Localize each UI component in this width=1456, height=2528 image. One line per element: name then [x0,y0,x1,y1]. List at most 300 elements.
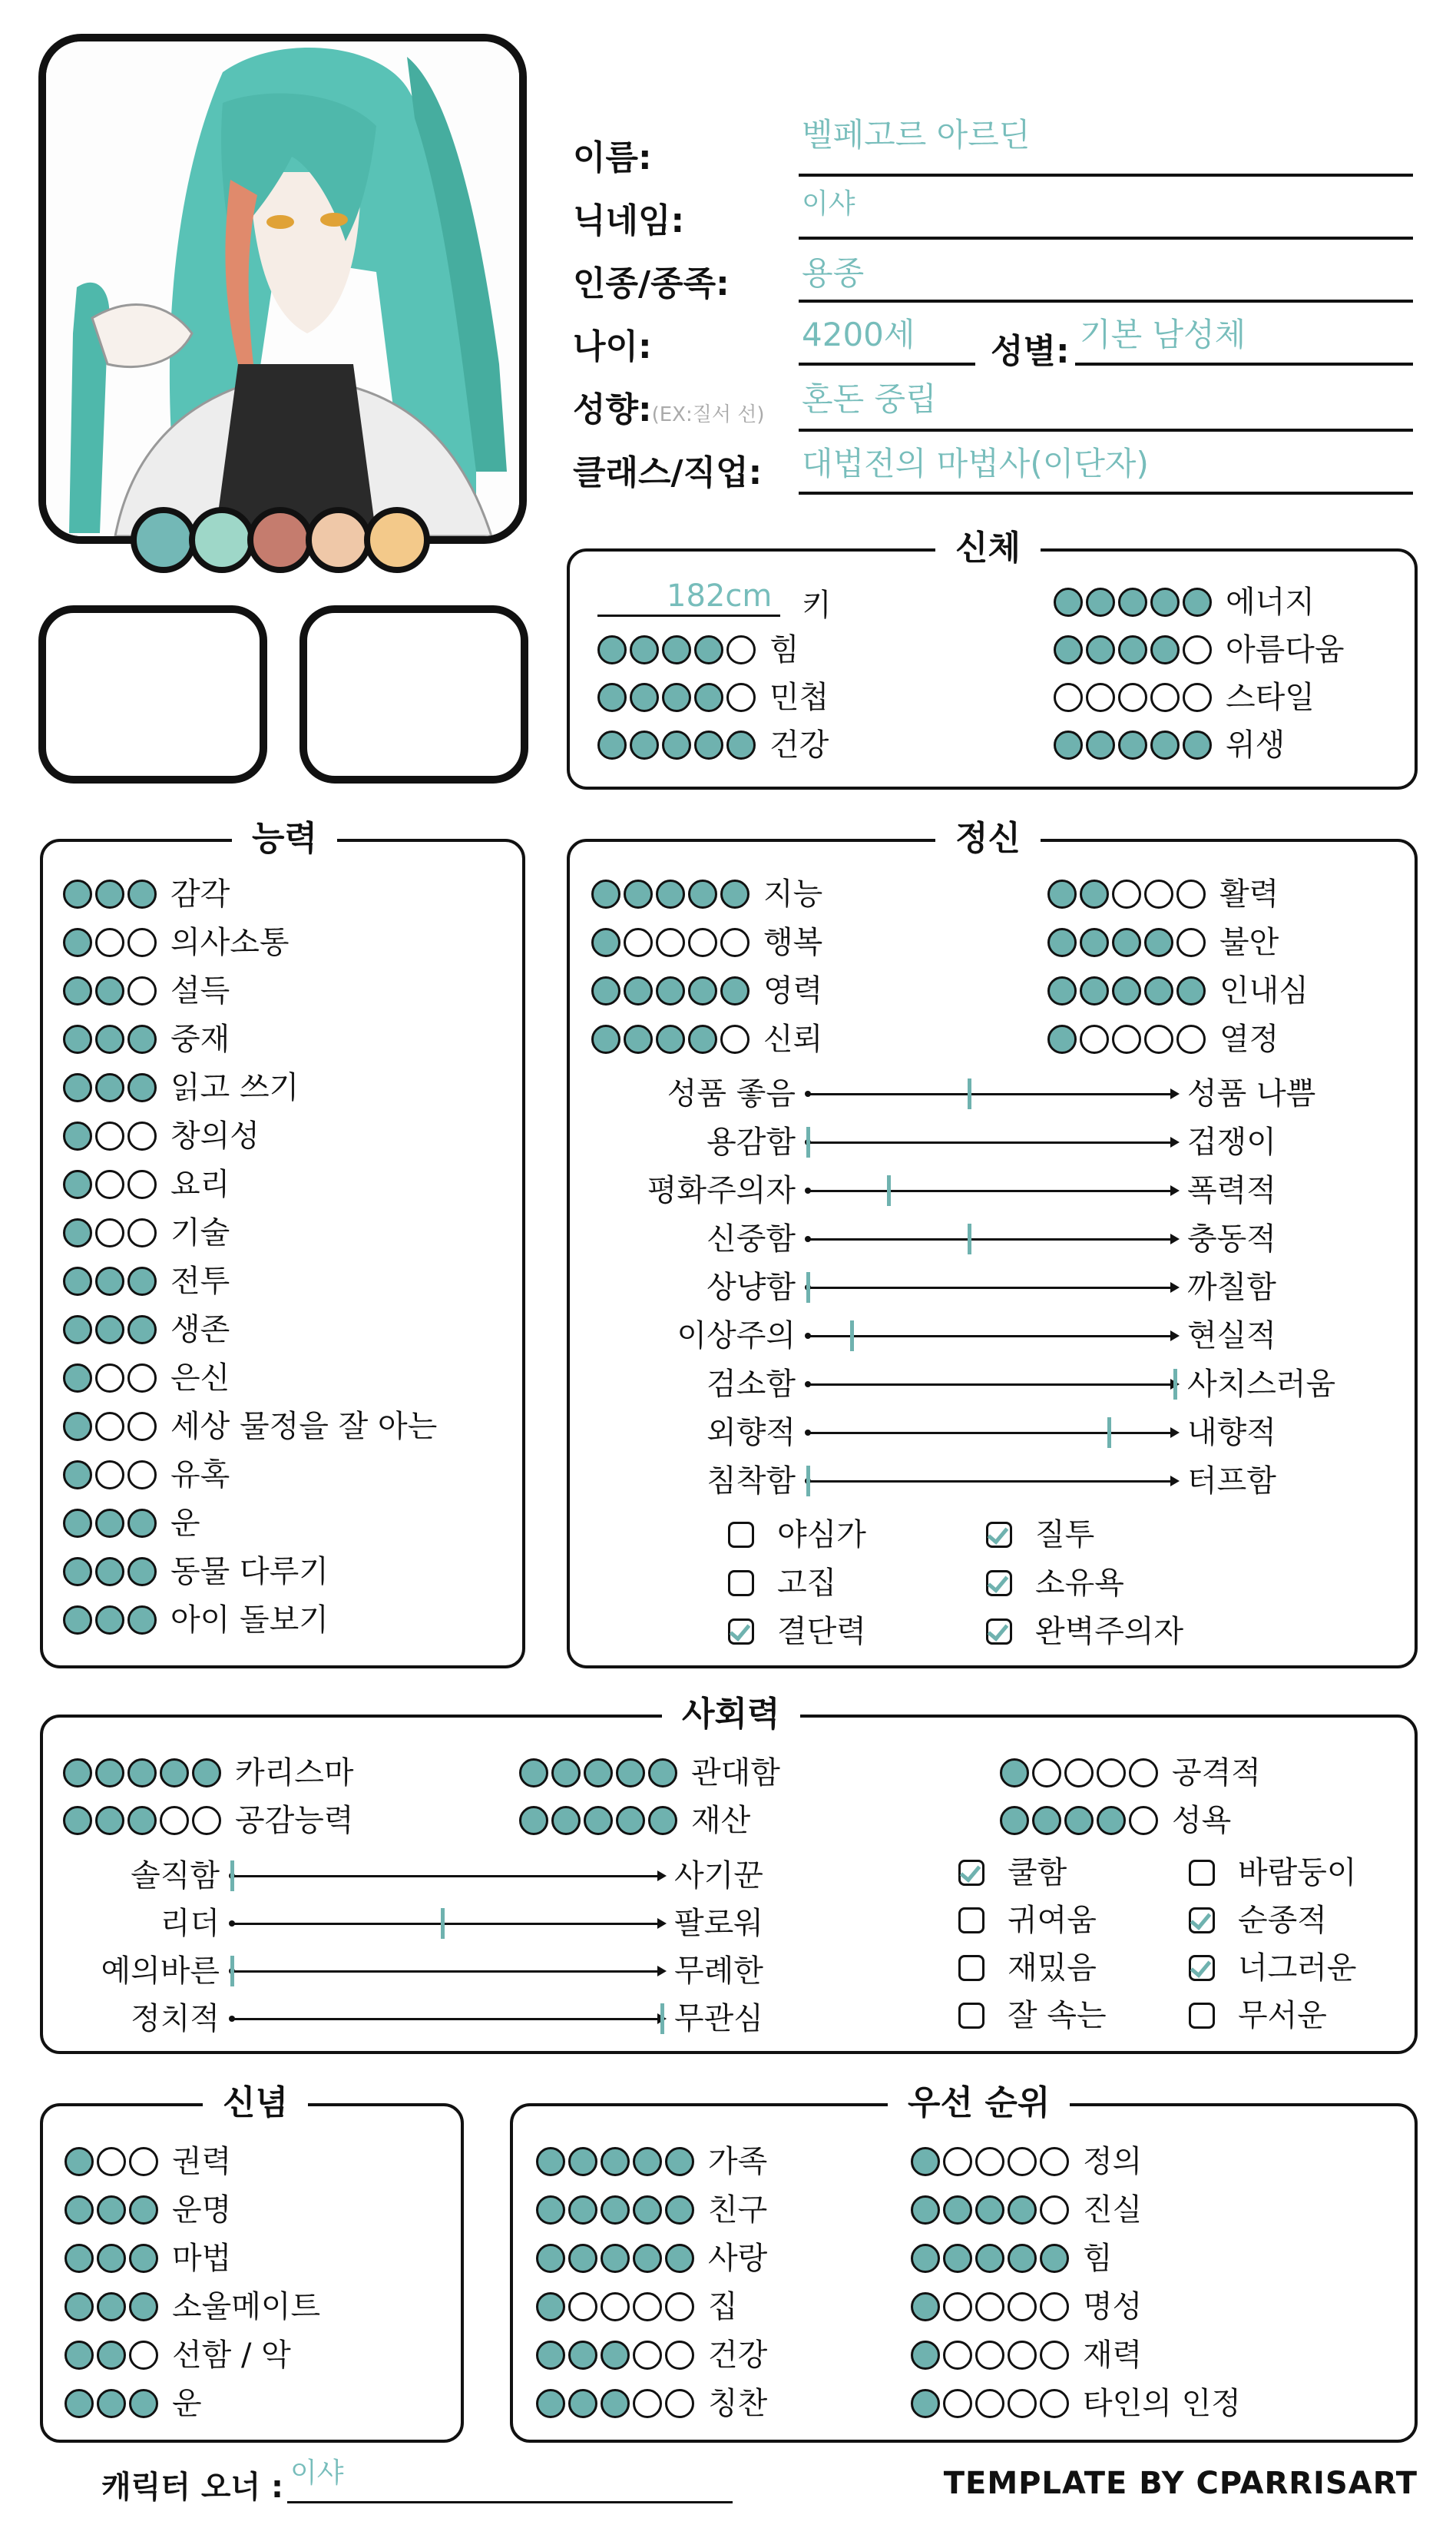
rating-dot[interactable] [633,2147,662,2176]
trait-scale[interactable] [677,1314,1276,1357]
rating-dot[interactable] [536,2147,565,2176]
rating-dot[interactable] [601,2292,630,2321]
rating-dot[interactable] [127,1758,157,1787]
rating-dot[interactable] [568,2389,597,2418]
rating-dot[interactable] [1040,2341,1069,2370]
rating-dot[interactable] [1086,731,1115,760]
rating-dot[interactable] [633,2389,662,2418]
rating-dot[interactable] [551,1758,581,1787]
age-value[interactable]: 4200세 [802,316,915,353]
trait-checkbox-row[interactable] [728,1565,836,1602]
rating-dot[interactable] [95,1267,124,1296]
trait-scale[interactable] [160,1902,763,1945]
rating-dot[interactable] [127,928,157,957]
rating-dot[interactable] [1008,2244,1037,2273]
rating-dot[interactable] [97,2195,126,2225]
rating-dot[interactable] [911,2195,940,2225]
rating-dot[interactable] [568,2341,597,2370]
checkbox[interactable] [958,2003,984,2029]
rating-dots[interactable] [911,2341,1069,2370]
rating-dot[interactable] [1032,1806,1061,1835]
rating-dot[interactable] [63,928,92,957]
trait-checkbox-row[interactable] [1189,1854,1357,1891]
rating-dot[interactable] [127,1122,157,1151]
rating-dot[interactable] [1047,976,1077,1006]
rating-dots[interactable] [591,976,750,1006]
rating-dot[interactable] [726,731,756,760]
trait-checkbox-row[interactable] [958,1902,1097,1939]
rating-dot[interactable] [1040,2195,1069,2225]
rating-dot[interactable] [688,1025,717,1054]
rating-dots[interactable] [1054,731,1212,760]
rating-dot[interactable] [65,2341,94,2370]
rating-dot[interactable] [1112,928,1141,957]
rating-dot[interactable] [63,976,92,1006]
rating-dot[interactable] [192,1806,221,1835]
rating-dot[interactable] [1150,635,1180,664]
trait-checkbox-row[interactable] [986,1613,1183,1650]
rating-dot[interactable] [911,2292,940,2321]
scale-marker[interactable] [230,1860,234,1891]
rating-dots[interactable] [536,2389,694,2418]
name-value[interactable]: 벨페고르 아르딘 [802,116,1031,154]
rating-dot[interactable] [694,635,723,664]
rating-dot[interactable] [127,1267,157,1296]
trait-scale[interactable] [706,1459,1276,1503]
rating-dot[interactable] [129,2147,158,2176]
rating-dot[interactable] [97,2389,126,2418]
rating-dots[interactable] [65,2244,158,2273]
rating-dots[interactable] [911,2244,1069,2273]
rating-dot[interactable] [1086,683,1115,712]
rating-dot[interactable] [1150,683,1180,712]
rating-dot[interactable] [1047,880,1077,909]
rating-dot[interactable] [720,976,750,1006]
rating-dots[interactable] [63,1460,157,1489]
rating-dot[interactable] [95,1315,124,1344]
rating-dot[interactable] [63,1170,92,1199]
rating-dot[interactable] [975,2195,1004,2225]
scale-marker[interactable] [887,1175,891,1206]
rating-dots[interactable] [63,1363,157,1393]
rating-dot[interactable] [943,2147,972,2176]
rating-dots[interactable] [63,880,157,909]
rating-dot[interactable] [1118,588,1147,617]
rating-dot[interactable] [95,1025,124,1054]
rating-dot[interactable] [694,683,723,712]
rating-dots[interactable] [65,2341,158,2370]
scale-track[interactable] [232,1875,662,1877]
rating-dots[interactable] [63,1806,221,1835]
rating-dot[interactable] [656,976,685,1006]
rating-dot[interactable] [591,880,620,909]
rating-dots[interactable] [591,1025,750,1054]
owner-value[interactable]: 이샤 [290,2457,344,2489]
rating-dot[interactable] [129,2341,158,2370]
rating-dot[interactable] [597,683,627,712]
rating-dots[interactable] [63,1025,157,1054]
rating-dot[interactable] [720,880,750,909]
rating-dot[interactable] [127,1315,157,1344]
rating-dots[interactable] [519,1806,677,1835]
rating-dot[interactable] [127,1218,157,1247]
rating-dot[interactable] [591,976,620,1006]
rating-dots[interactable] [519,1758,677,1787]
rating-dot[interactable] [601,2195,630,2225]
rating-dot[interactable] [662,635,691,664]
rating-dot[interactable] [63,1315,92,1344]
rating-dot[interactable] [911,2389,940,2418]
rating-dot[interactable] [129,2244,158,2273]
rating-dot[interactable] [63,1267,92,1296]
rating-dots[interactable] [597,731,756,760]
scale-track[interactable] [808,1093,1175,1095]
rating-dot[interactable] [601,2389,630,2418]
rating-dot[interactable] [1176,1025,1206,1054]
rating-dot[interactable] [943,2389,972,2418]
alignment-value[interactable]: 혼돈 중립 [802,380,937,418]
rating-dot[interactable] [192,1758,221,1787]
race-value[interactable]: 용종 [802,254,865,292]
rating-dots[interactable] [63,1170,157,1199]
rating-dots[interactable] [911,2292,1069,2321]
rating-dot[interactable] [1144,976,1173,1006]
rating-dots[interactable] [63,1315,157,1344]
trait-checkbox-row[interactable] [986,1565,1124,1602]
rating-dot[interactable] [665,2244,694,2273]
scale-marker[interactable] [968,1078,971,1109]
rating-dot[interactable] [648,1758,677,1787]
rating-dot[interactable] [1040,2389,1069,2418]
rating-dot[interactable] [665,2147,694,2176]
rating-dot[interactable] [95,1557,124,1586]
scale-track[interactable] [808,1190,1175,1192]
rating-dot[interactable] [726,635,756,664]
rating-dot[interactable] [975,2389,1004,2418]
rating-dots[interactable] [536,2195,694,2225]
rating-dot[interactable] [1144,1025,1173,1054]
rating-dot[interactable] [65,2292,94,2321]
rating-dot[interactable] [624,928,653,957]
rating-dot[interactable] [63,1412,92,1441]
rating-dot[interactable] [1040,2147,1069,2176]
rating-dot[interactable] [1080,976,1109,1006]
rating-dot[interactable] [656,928,685,957]
rating-dot[interactable] [688,976,717,1006]
scale-marker[interactable] [1107,1417,1111,1448]
rating-dot[interactable] [1112,1025,1141,1054]
rating-dot[interactable] [1080,880,1109,909]
rating-dot[interactable] [551,1806,581,1835]
rating-dot[interactable] [584,1758,613,1787]
rating-dot[interactable] [127,1073,157,1102]
rating-dots[interactable] [536,2244,694,2273]
trait-scale[interactable] [667,1072,1316,1115]
rating-dot[interactable] [63,1758,92,1787]
rating-dot[interactable] [591,1025,620,1054]
trait-checkbox-row[interactable] [728,1613,866,1650]
rating-dots[interactable] [536,2147,694,2176]
rating-dot[interactable] [1086,588,1115,617]
rating-dot[interactable] [616,1806,645,1835]
scale-track[interactable] [808,1383,1175,1386]
rating-dot[interactable] [1054,635,1083,664]
rating-dot[interactable] [1054,683,1083,712]
rating-dot[interactable] [597,731,627,760]
rating-dot[interactable] [95,976,124,1006]
rating-dots[interactable] [63,1509,157,1538]
rating-dot[interactable] [665,2389,694,2418]
rating-dot[interactable] [1176,880,1206,909]
rating-dot[interactable] [665,2292,694,2321]
rating-dot[interactable] [1064,1758,1094,1787]
rating-dots[interactable] [1047,976,1206,1006]
rating-dot[interactable] [127,1557,157,1586]
rating-dot[interactable] [665,2341,694,2370]
checked-checkbox[interactable] [1189,1955,1215,1981]
scale-marker[interactable] [968,1224,971,1254]
rating-dot[interactable] [63,1605,92,1635]
rating-dot[interactable] [1064,1806,1094,1835]
rating-dots[interactable] [63,1267,157,1296]
scale-marker[interactable] [1173,1369,1177,1400]
rating-dot[interactable] [127,976,157,1006]
rating-dots[interactable] [1047,880,1206,909]
rating-dot[interactable] [63,1025,92,1054]
rating-dot[interactable] [95,1460,124,1489]
rating-dot[interactable] [975,2244,1004,2273]
trait-checkbox-row[interactable] [1189,1902,1327,1939]
rating-dots[interactable] [65,2292,158,2321]
rating-dot[interactable] [95,1412,124,1441]
rating-dots[interactable] [1054,588,1212,617]
checked-checkbox[interactable] [986,1522,1012,1548]
rating-dot[interactable] [1008,2292,1037,2321]
trait-scale[interactable] [706,1266,1276,1309]
rating-dot[interactable] [1176,928,1206,957]
rating-dots[interactable] [1054,683,1212,712]
rating-dot[interactable] [63,1557,92,1586]
rating-dot[interactable] [568,2244,597,2273]
rating-dots[interactable] [63,1412,157,1441]
trait-checkbox-row[interactable] [958,1997,1107,2034]
rating-dot[interactable] [1008,2147,1037,2176]
rating-dot[interactable] [1040,2292,1069,2321]
rating-dot[interactable] [1150,588,1180,617]
rating-dot[interactable] [536,2292,565,2321]
rating-dot[interactable] [1000,1806,1029,1835]
rating-dot[interactable] [95,1758,124,1787]
rating-dot[interactable] [1118,731,1147,760]
rating-dot[interactable] [63,1218,92,1247]
rating-dot[interactable] [1118,635,1147,664]
rating-dot[interactable] [127,1509,157,1538]
checkbox[interactable] [728,1522,754,1548]
rating-dot[interactable] [127,1806,157,1835]
rating-dot[interactable] [1008,2341,1037,2370]
nickname-value[interactable]: 이샤 [802,188,855,220]
rating-dots[interactable] [1047,1025,1206,1054]
rating-dot[interactable] [127,1412,157,1441]
rating-dot[interactable] [911,2341,940,2370]
rating-dots[interactable] [591,880,750,909]
rating-dot[interactable] [127,1025,157,1054]
checked-checkbox[interactable] [986,1570,1012,1596]
rating-dot[interactable] [536,2195,565,2225]
rating-dot[interactable] [630,635,659,664]
scale-marker[interactable] [850,1320,854,1351]
rating-dot[interactable] [1129,1806,1158,1835]
rating-dot[interactable] [95,1170,124,1199]
trait-scale[interactable] [706,1121,1276,1164]
rating-dot[interactable] [1000,1758,1029,1787]
rating-dot[interactable] [1008,2389,1037,2418]
rating-dots[interactable] [65,2389,158,2418]
rating-dot[interactable] [1183,635,1212,664]
trait-scale[interactable] [647,1169,1276,1212]
checked-checkbox[interactable] [728,1619,754,1645]
scale-track[interactable] [808,1238,1175,1241]
rating-dot[interactable] [624,1025,653,1054]
rating-dot[interactable] [1086,635,1115,664]
rating-dot[interactable] [568,2292,597,2321]
rating-dot[interactable] [601,2147,630,2176]
checkbox[interactable] [958,1907,984,1933]
trait-scale[interactable] [101,1950,763,1993]
rating-dot[interactable] [127,1460,157,1489]
rating-dot[interactable] [597,635,627,664]
rating-dot[interactable] [97,2147,126,2176]
rating-dot[interactable] [1150,731,1180,760]
rating-dot[interactable] [624,880,653,909]
rating-dot[interactable] [975,2147,1004,2176]
scale-track[interactable] [808,1432,1175,1434]
rating-dot[interactable] [1047,1025,1077,1054]
trait-checkbox-row[interactable] [958,1854,1067,1891]
rating-dot[interactable] [63,1509,92,1538]
rating-dot[interactable] [633,2244,662,2273]
rating-dots[interactable] [63,1758,221,1787]
rating-dot[interactable] [688,928,717,957]
rating-dot[interactable] [1054,588,1083,617]
rating-dot[interactable] [95,880,124,909]
rating-dot[interactable] [63,1122,92,1151]
rating-dot[interactable] [943,2244,972,2273]
rating-dot[interactable] [656,1025,685,1054]
rating-dots[interactable] [63,1557,157,1586]
rating-dot[interactable] [601,2341,630,2370]
checked-checkbox[interactable] [958,1860,984,1886]
rating-dots[interactable] [63,1122,157,1151]
checkbox[interactable] [958,1955,984,1981]
rating-dot[interactable] [591,928,620,957]
rating-dot[interactable] [160,1758,189,1787]
rating-dots[interactable] [536,2292,694,2321]
rating-dots[interactable] [597,683,756,712]
rating-dot[interactable] [127,1605,157,1635]
rating-dot[interactable] [1080,1025,1109,1054]
class-value[interactable]: 대법전의 마법사(이단자) [802,445,1149,482]
rating-dot[interactable] [688,880,717,909]
rating-dot[interactable] [1144,880,1173,909]
rating-dot[interactable] [1129,1758,1158,1787]
rating-dots[interactable] [911,2195,1069,2225]
rating-dot[interactable] [536,2341,565,2370]
scale-track[interactable] [232,1923,662,1925]
rating-dot[interactable] [63,880,92,909]
rating-dot[interactable] [519,1758,548,1787]
rating-dots[interactable] [911,2389,1069,2418]
rating-dot[interactable] [1080,928,1109,957]
scale-marker[interactable] [230,1956,234,1986]
scale-marker[interactable] [660,2003,664,2034]
rating-dot[interactable] [1183,588,1212,617]
scale-track[interactable] [808,1480,1175,1483]
rating-dot[interactable] [127,1363,157,1393]
rating-dot[interactable] [630,683,659,712]
rating-dot[interactable] [129,2195,158,2225]
rating-dot[interactable] [97,2341,126,2370]
rating-dot[interactable] [160,1806,189,1835]
rating-dot[interactable] [975,2292,1004,2321]
rating-dot[interactable] [95,1122,124,1151]
scale-marker[interactable] [806,1272,810,1303]
rating-dot[interactable] [95,1363,124,1393]
rating-dot[interactable] [624,976,653,1006]
rating-dot[interactable] [656,880,685,909]
rating-dot[interactable] [536,2389,565,2418]
rating-dot[interactable] [633,2195,662,2225]
rating-dot[interactable] [1144,928,1173,957]
trait-scale[interactable] [706,1411,1276,1454]
rating-dots[interactable] [63,1073,157,1102]
trait-scale[interactable] [131,1997,763,2040]
rating-dot[interactable] [1176,976,1206,1006]
rating-dots[interactable] [63,1218,157,1247]
rating-dot[interactable] [662,731,691,760]
rating-dot[interactable] [129,2292,158,2321]
rating-dot[interactable] [63,1806,92,1835]
rating-dots[interactable] [63,928,157,957]
rating-dot[interactable] [95,1509,124,1538]
gender-value[interactable]: 기본 남성체 [1080,316,1246,353]
rating-dot[interactable] [65,2195,94,2225]
rating-dot[interactable] [129,2389,158,2418]
rating-dot[interactable] [1183,683,1212,712]
scale-marker[interactable] [441,1908,445,1939]
rating-dot[interactable] [1047,928,1077,957]
checkbox[interactable] [728,1570,754,1596]
rating-dots[interactable] [63,976,157,1006]
rating-dot[interactable] [95,928,124,957]
rating-dot[interactable] [648,1806,677,1835]
rating-dot[interactable] [1097,1758,1126,1787]
rating-dots[interactable] [591,928,750,957]
scale-track[interactable] [808,1287,1175,1289]
rating-dot[interactable] [568,2147,597,2176]
checked-checkbox[interactable] [986,1619,1012,1645]
rating-dot[interactable] [1008,2195,1037,2225]
rating-dot[interactable] [911,2147,940,2176]
scale-track[interactable] [808,1141,1175,1144]
rating-dot[interactable] [127,880,157,909]
rating-dot[interactable] [97,2244,126,2273]
trait-scale[interactable] [131,1854,763,1897]
rating-dot[interactable] [616,1758,645,1787]
rating-dot[interactable] [726,683,756,712]
checkbox[interactable] [1189,1860,1215,1886]
scale-track[interactable] [232,2018,662,2020]
